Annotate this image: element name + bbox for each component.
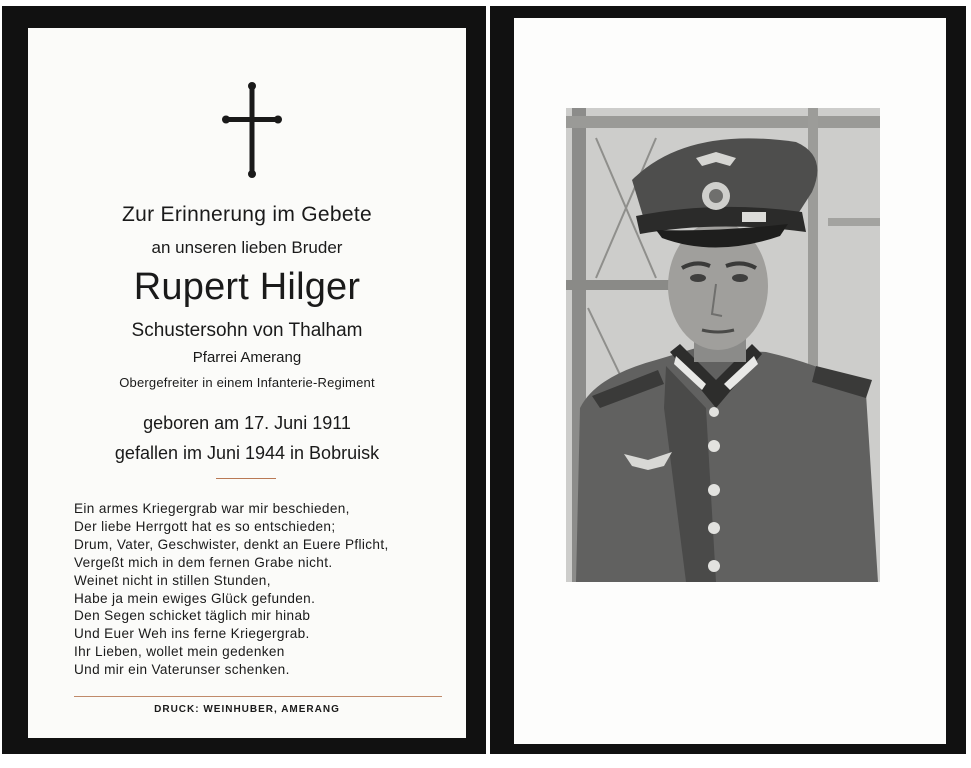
poem-line: Und mir ein Vaterunser schenken. <box>74 662 290 678</box>
memorial-poem <box>74 500 454 679</box>
cross-icon <box>222 80 282 180</box>
intro-line-2: an unseren lieben Bruder <box>151 238 343 257</box>
printer-credit: DRUCK: WEINHUBER, AMERANG <box>154 704 340 715</box>
parish-line: Pfarrei Amerang <box>192 349 302 366</box>
poem-line: Ein armes Kriegergrab war mir beschieden, <box>74 501 350 516</box>
origin-line: Schustersohn von Thalham <box>131 320 363 341</box>
poem-line: Der liebe Herrgott hat es so entschieden; <box>74 518 336 534</box>
poem-line: Vergeßt mich in dem fernen Grabe nicht. <box>74 554 333 570</box>
poem-line: Ihr Lieben, wollet mein gedenken <box>74 644 285 660</box>
deceased-name: Rupert Hilger <box>133 266 361 308</box>
right-panel-paper <box>514 18 946 744</box>
poem-line: Habe ja mein ewiges Glück gefunden. <box>74 590 316 606</box>
left-panel-paper <box>28 28 466 738</box>
memorial-card-right-panel <box>490 6 966 754</box>
birth-date-line: geboren am 17. Juni 1911 <box>143 413 351 433</box>
poem-line: Weinet nicht in stillen Stunden, <box>74 572 271 588</box>
intro-line-1: Zur Erinnerung im Gebete <box>122 203 372 226</box>
death-date-line: gefallen im Juni 1944 in Bobruisk <box>114 443 380 463</box>
memorial-card-left-panel <box>2 6 486 754</box>
poem-line: Drum, Vater, Geschwister, denkt an Euere Pflicht, <box>74 536 389 552</box>
soldier-portrait-photo <box>566 108 880 582</box>
divider-long <box>74 696 442 697</box>
rank-line: Obergefreiter in einem Infanterie-Regiment <box>119 375 375 390</box>
poem-line: Und Euer Weh ins ferne Kriegergrab. <box>74 626 310 642</box>
poem-line: Den Segen schicket täglich mir hinab <box>74 608 311 624</box>
divider-short <box>216 478 276 479</box>
